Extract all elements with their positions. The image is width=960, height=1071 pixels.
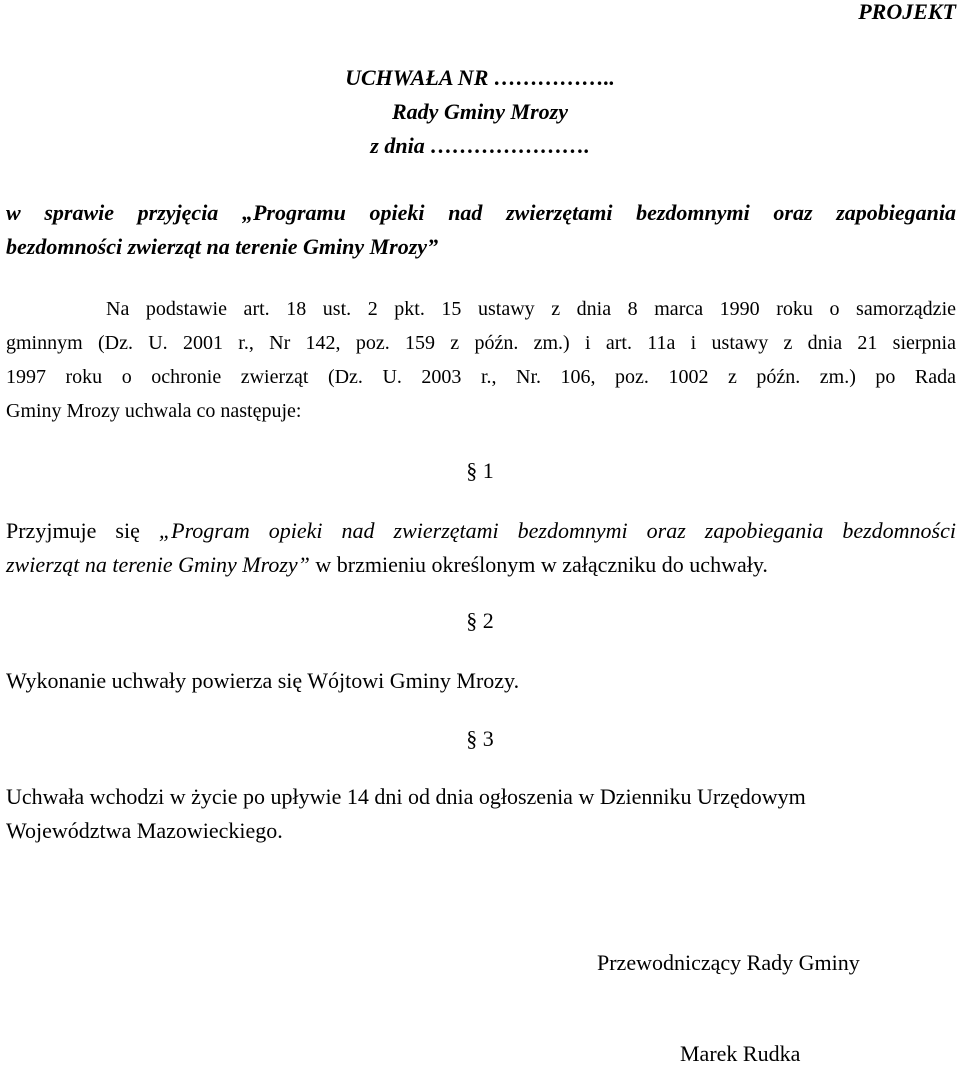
program-title-continued: zwierząt na terenie Gminy Mrozy” [6,552,310,577]
section-3-text [6,780,806,848]
subject-line: w sprawie przyjęcia „Programu opieki nad zwierzętami bezdomnymi oraz zapobiegania [6,200,956,225]
section-2-text: Wykonanie uchwały powierza się Wójtowi Gminy Mrozy. [6,668,520,693]
program-title: „Program opieki nad zwierzętami bezdomnymi oraz zapobiegania bezdomności [158,518,956,543]
section-1-text [6,514,956,582]
issuing-body: Rady Gminy Mrozy [392,99,568,124]
resolution-number: UCHWAŁA NR …………….. [345,65,615,90]
section-2-heading [0,606,960,636]
status-label: PROJEKT [858,0,956,24]
legal-basis-line: Na podstawie art. 18 ust. 2 pkt. 15 ustawy z dnia 8 marca 1990 roku o samorządzie [106,298,956,320]
section-text-line [6,514,956,548]
signatory-role: Przewodniczący Rady Gminy [597,950,860,975]
section-symbol: § 1 [466,458,494,483]
section-text-plain: Przyjmuje się [6,518,159,543]
subject-line: bezdomności zwierząt na terenie Gminy Mrozy” [6,234,439,259]
section-1-heading [0,456,960,486]
section-text-line [6,548,956,582]
resolution-subject [6,196,956,264]
legal-basis [6,292,956,428]
signatory-name: Marek Rudka [680,1041,801,1066]
section-text-line: Uchwała wchodzi w życie po upływie 14 dni od dnia ogłoszenia w Dzienniku Urzędowym [6,784,806,809]
section-symbol: § 3 [466,726,494,751]
section-text-line: Województwa Mazowieckiego. [6,818,283,843]
section-symbol: § 2 [466,608,494,633]
legal-basis-line: Gminy Mrozy uchwala co następuje: [6,400,302,422]
section-3-heading [0,724,960,754]
legal-basis-line: 1997 roku o ochronie zwierząt (Dz. U. 2003 r., Nr. 106, poz. 1002 z późn. zm.) po Rada [6,366,956,388]
section-text-plain: w brzmieniu określonym w załączniku do uchwały. [309,552,768,577]
legal-basis-line: gminnym (Dz. U. 2001 r., Nr 142, poz. 159 z późn. zm.) i art. 11a i ustawy z dnia 21 sierpnia [6,332,956,354]
resolution-date: z dnia …………………. [370,133,590,158]
